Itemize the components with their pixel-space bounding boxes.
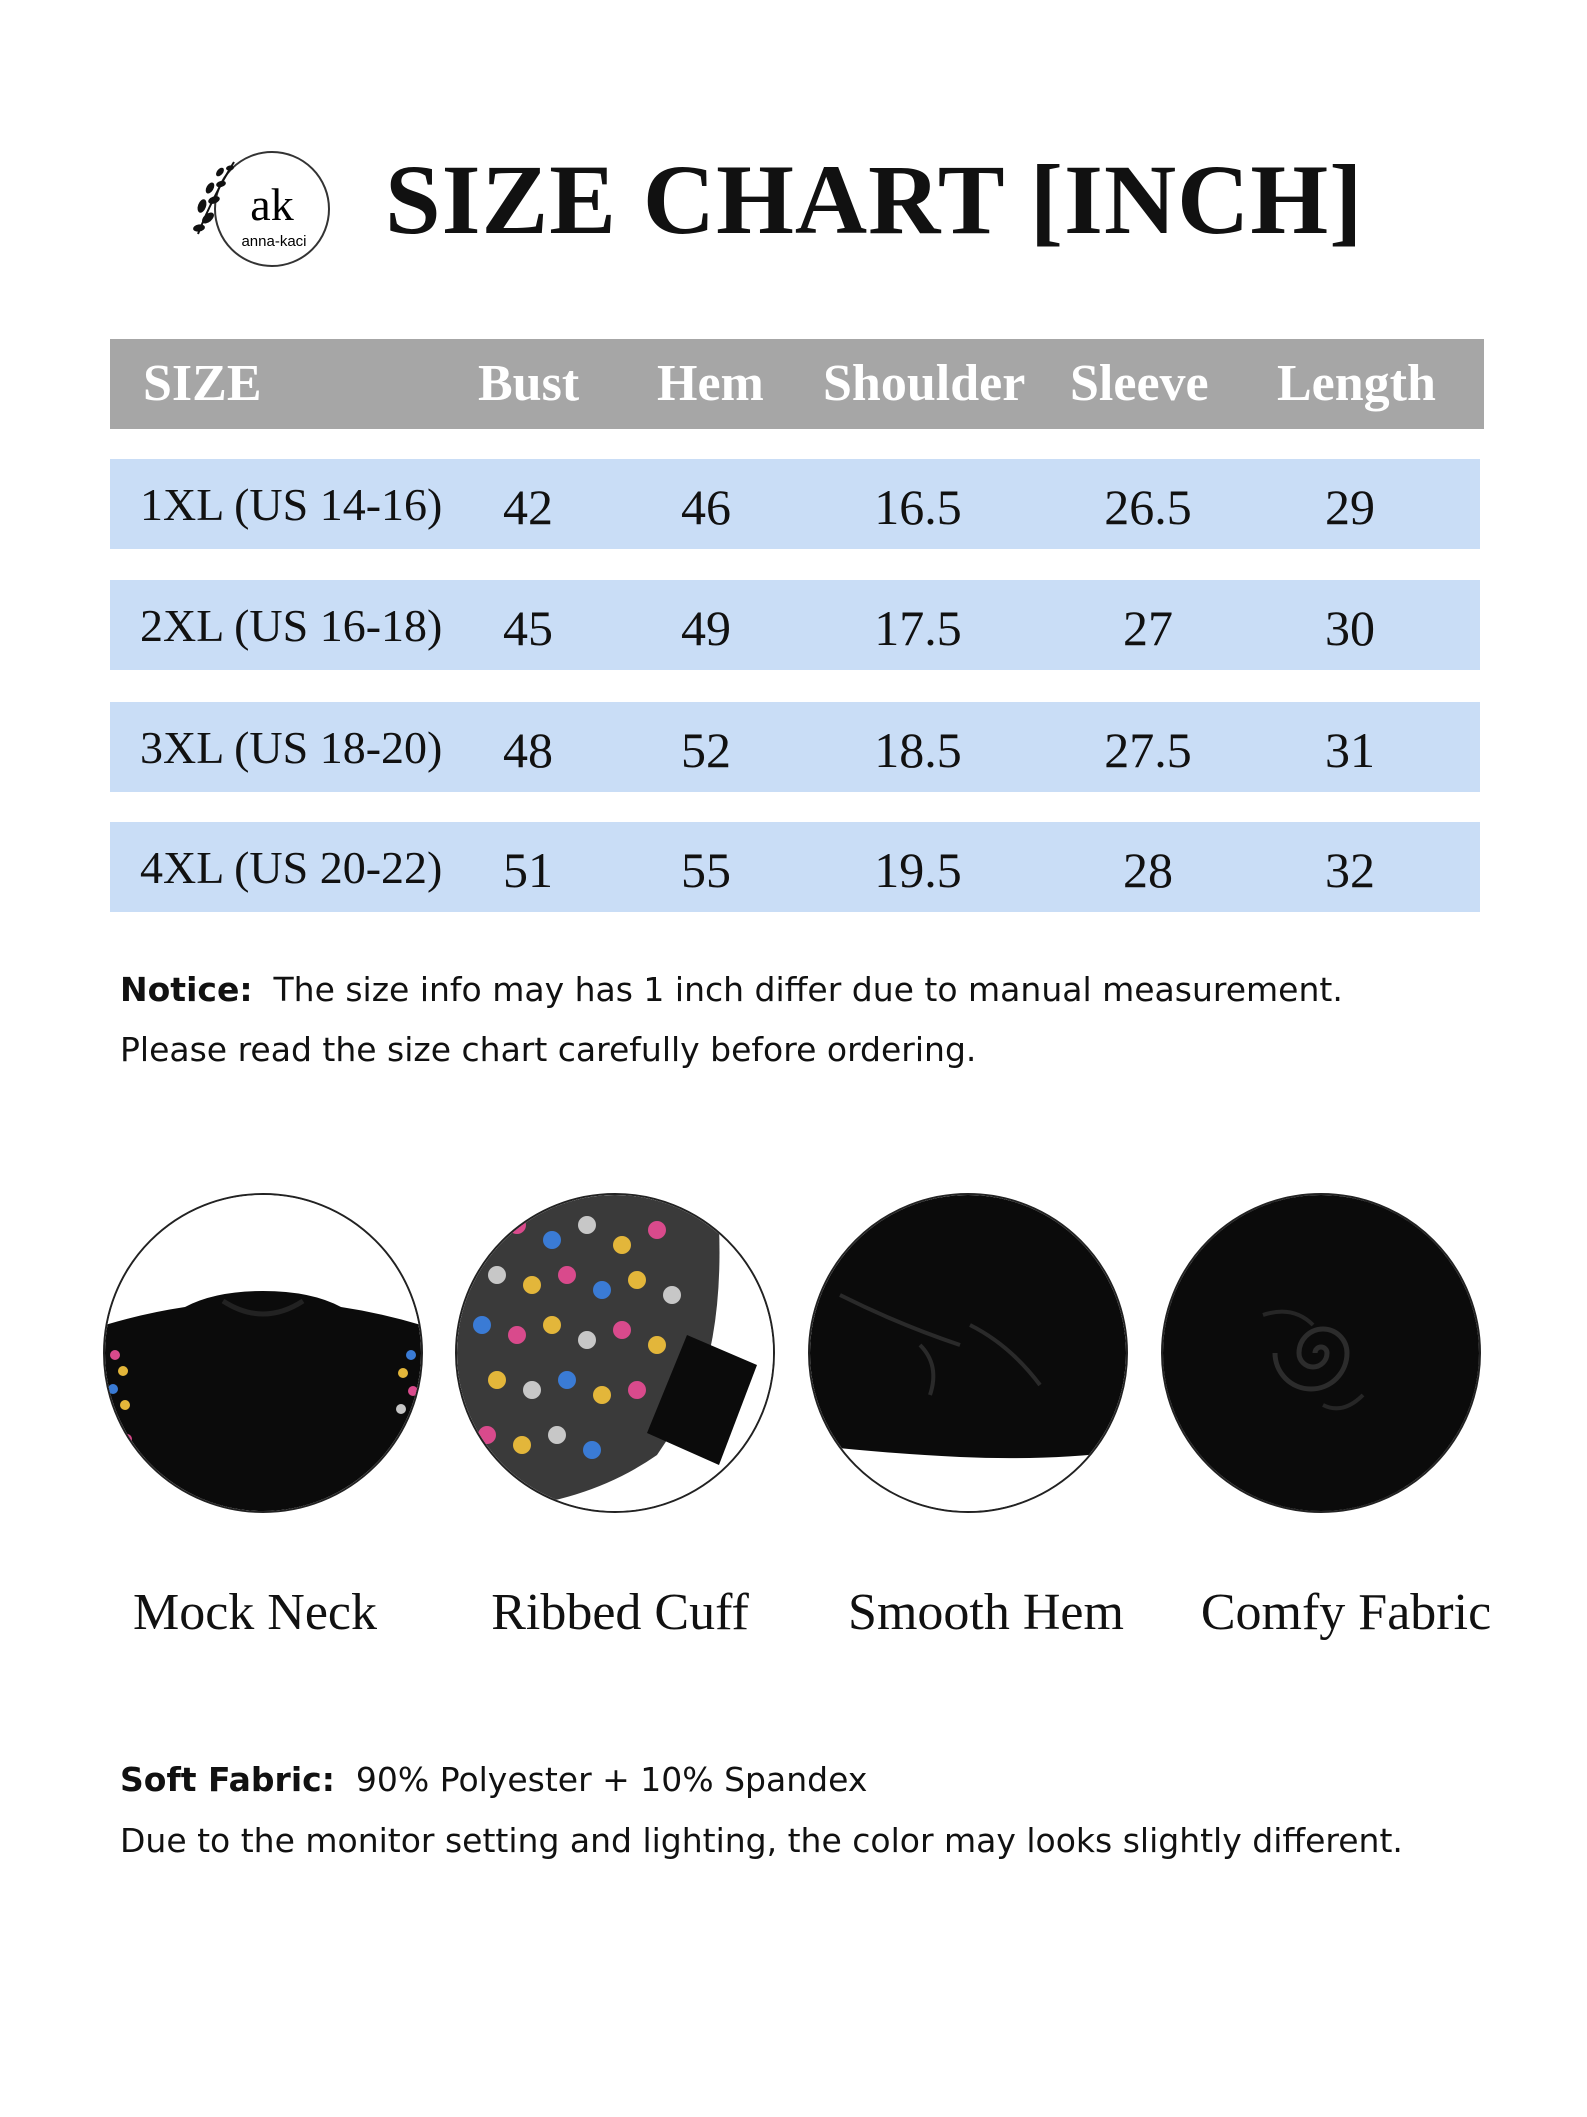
cell-shoulder: 16.5 — [874, 479, 962, 535]
cell-length: 31 — [1325, 722, 1375, 778]
feature-label: Comfy Fabric — [1200, 1584, 1492, 1641]
mock-neck-photo-icon — [103, 1193, 423, 1513]
feature-label: Ribbed Cuff — [491, 1584, 749, 1641]
cell-length: 30 — [1325, 600, 1375, 656]
cell-hem: 55 — [681, 842, 731, 898]
notice-line-2: Please read the size chart carefully before ordering. — [120, 1030, 977, 1069]
ribbed-cuff-photo-icon — [455, 1193, 775, 1513]
cell-size: 3XL (US 18-20) — [140, 722, 443, 773]
cell-shoulder: 19.5 — [874, 842, 962, 898]
cell-sleeve: 27.5 — [1104, 722, 1192, 778]
header-sleeve: Sleeve — [1070, 355, 1209, 412]
cell-sleeve: 28 — [1123, 842, 1173, 898]
feature-label: Smooth Hem — [848, 1584, 1124, 1641]
brand-logo — [188, 148, 332, 270]
cell-size: 4XL (US 20-22) — [140, 842, 443, 893]
cell-sleeve: 26.5 — [1104, 479, 1192, 535]
cell-bust: 48 — [503, 722, 553, 778]
smooth-hem-photo-icon — [808, 1193, 1128, 1513]
cell-hem: 49 — [681, 600, 731, 656]
table-row — [110, 459, 1480, 549]
cell-hem: 52 — [681, 722, 731, 778]
cell-size: 2XL (US 16-18) — [140, 600, 443, 651]
comfy-fabric-photo-icon — [1161, 1193, 1481, 1513]
table-row — [110, 822, 1480, 912]
cell-hem: 46 — [681, 479, 731, 535]
feature-label: Mock Neck — [132, 1584, 378, 1641]
notice-text: The size info may has 1 inch differ due to manual measurement. — [273, 970, 1343, 1009]
logo-monogram: ak — [250, 179, 294, 230]
cell-length: 29 — [1325, 479, 1375, 535]
cell-bust: 45 — [503, 600, 553, 656]
table-row — [110, 580, 1480, 670]
header-bust: Bust — [478, 355, 580, 412]
table-row — [110, 702, 1480, 792]
notice-line-1 — [120, 970, 1343, 1009]
cell-shoulder: 18.5 — [874, 722, 962, 778]
cell-bust: 51 — [503, 842, 553, 898]
table-header — [110, 339, 1484, 429]
cell-sleeve: 27 — [1123, 600, 1173, 656]
page-title: SIZE CHART [INCH] — [385, 144, 1364, 255]
fabric-line-2: Due to the monitor setting and lighting, the color may looks slightly different. — [120, 1821, 1403, 1860]
fabric-label: Soft Fabric: — [120, 1760, 335, 1799]
logo-brand: anna-kaci — [241, 233, 307, 250]
cell-bust: 42 — [503, 479, 553, 535]
fabric-line-1 — [120, 1760, 867, 1799]
cell-size: 1XL (US 14-16) — [140, 479, 443, 530]
header-length: Length — [1277, 355, 1436, 412]
fabric-text: 90% Polyester + 10% Spandex — [355, 1760, 868, 1799]
header-shoulder: Shoulder — [823, 355, 1026, 412]
header-size: SIZE — [143, 355, 262, 412]
cell-length: 32 — [1325, 842, 1375, 898]
cell-shoulder: 17.5 — [874, 600, 962, 656]
header-hem: Hem — [657, 355, 764, 412]
notice-label: Notice: — [120, 970, 253, 1009]
